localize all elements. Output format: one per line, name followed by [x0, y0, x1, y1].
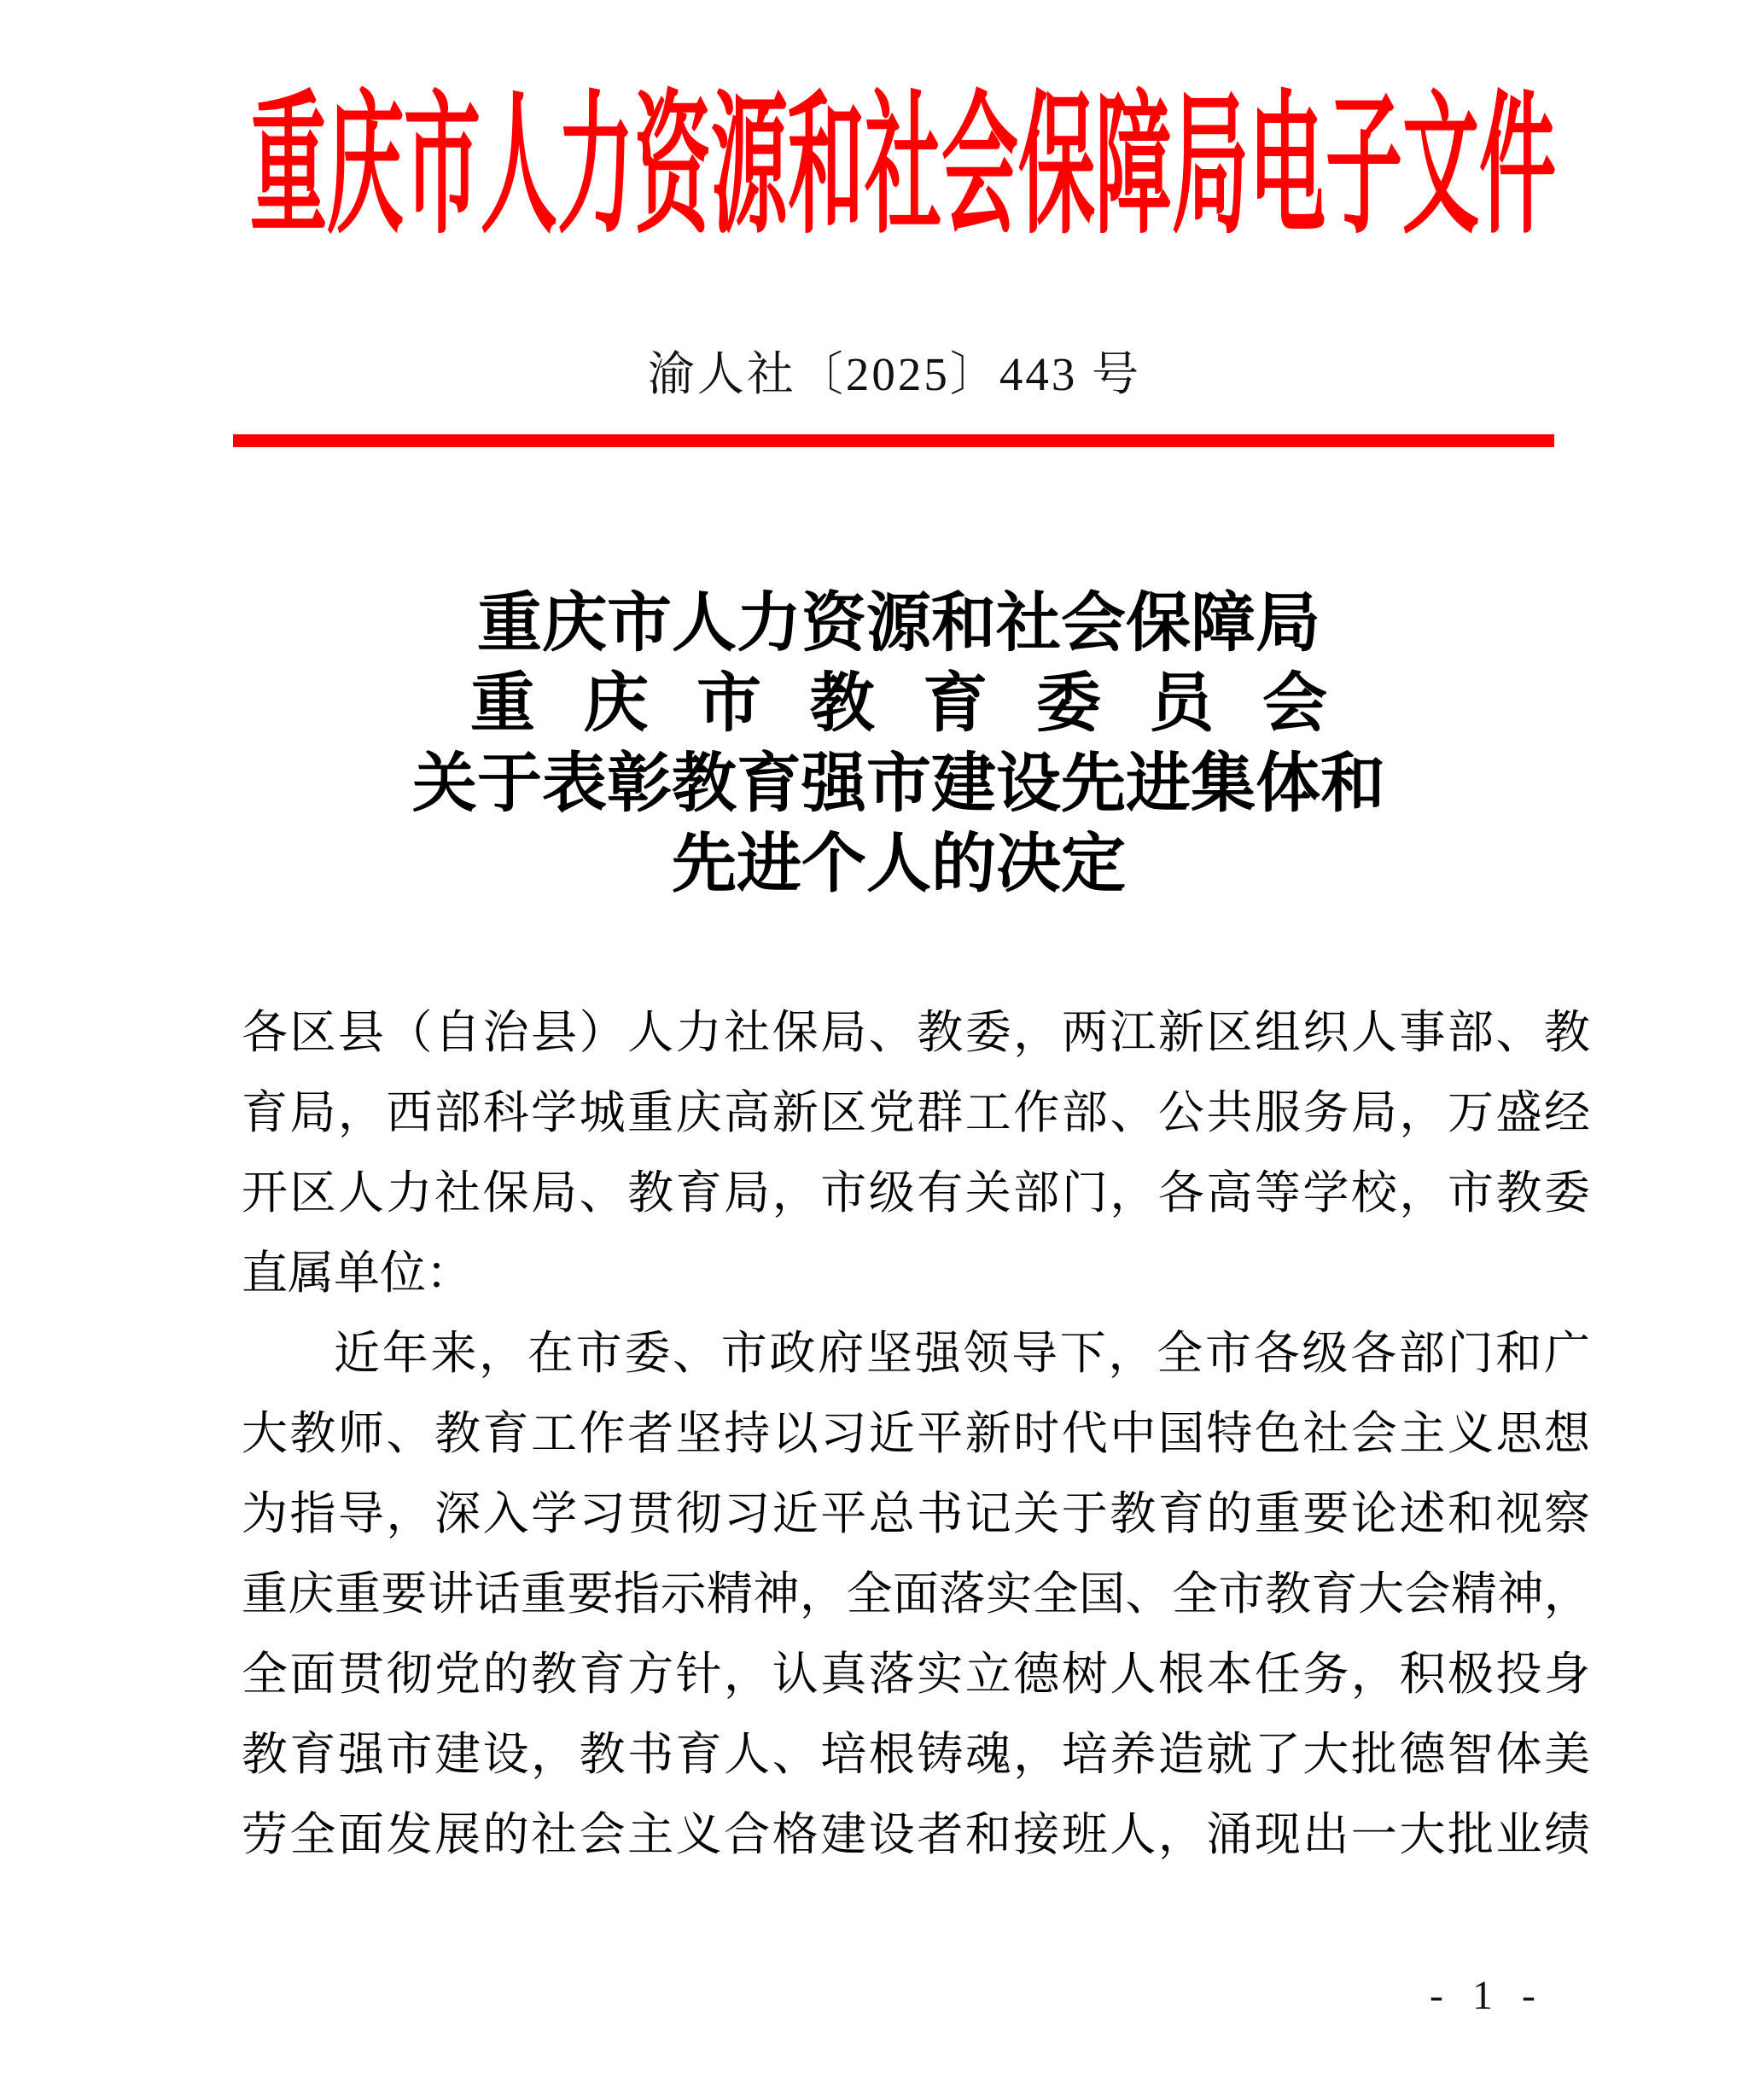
- body-line-paragraph-4: 重庆重要讲话重要指示精神，全面落实全国、全市教育大会精神，: [242, 1568, 1590, 1620]
- body-line-recipients-1: 各区县（自治县）人力社保局、教委，两江新区组织人事部、教: [242, 1007, 1590, 1058]
- body-line-recipients-2: 育局，西部科学城重庆高新区党群工作部、公共服务局，万盛经: [242, 1087, 1590, 1138]
- body-line-recipients-4: 直属单位：: [242, 1248, 472, 1299]
- document-title: [224, 584, 1573, 905]
- document-reference-number: 渝人社〔2025〕443 号: [647, 348, 1142, 400]
- body-line-paragraph-5: 全面贯彻党的教育方针，认真落实立德树人根本任务，积极投身: [242, 1649, 1590, 1700]
- body-line-paragraph-1: 近年来，在市委、市政府坚强领导下，全市各级各部门和广: [334, 1328, 1590, 1379]
- body-line-paragraph-7: 劳全面发展的社会主义合格建设者和接班人，涌现出一大批业绩: [242, 1809, 1590, 1860]
- body-line-paragraph-2: 大教师、教育工作者坚持以习近平新时代中国特色社会主义思想: [242, 1408, 1590, 1459]
- title-line-issuer-2: 重 庆 市 教 育 委 员 会: [470, 668, 1327, 740]
- title-line-subject-1: 关于表彰教育强市建设先进集体和: [412, 748, 1385, 820]
- title-line-subject-2: 先进个人的决定: [672, 829, 1126, 900]
- letterhead-title: 重庆市人力资源和社会保障局电子文件: [249, 82, 1557, 252]
- body-line-recipients-3: 开区人力社保局、教育局，市级有关部门，各高等学校，市教委: [242, 1167, 1590, 1219]
- title-line-issuer-1: 重庆市人力资源和社会保障局: [477, 588, 1320, 660]
- document-body: [242, 992, 1590, 1875]
- body-line-paragraph-3: 为指导，深入学习贯彻习近平总书记关于教育的重要论述和视察: [242, 1488, 1590, 1539]
- document-content: [242, 0, 1590, 2100]
- page-number: - 1 -: [1430, 1973, 1535, 2018]
- letterhead: [249, 82, 1748, 261]
- red-divider-line: [233, 434, 1554, 447]
- body-line-paragraph-6: 教育强市建设，教书育人、培根铸魂，培养造就了大批德智体美: [242, 1729, 1590, 1780]
